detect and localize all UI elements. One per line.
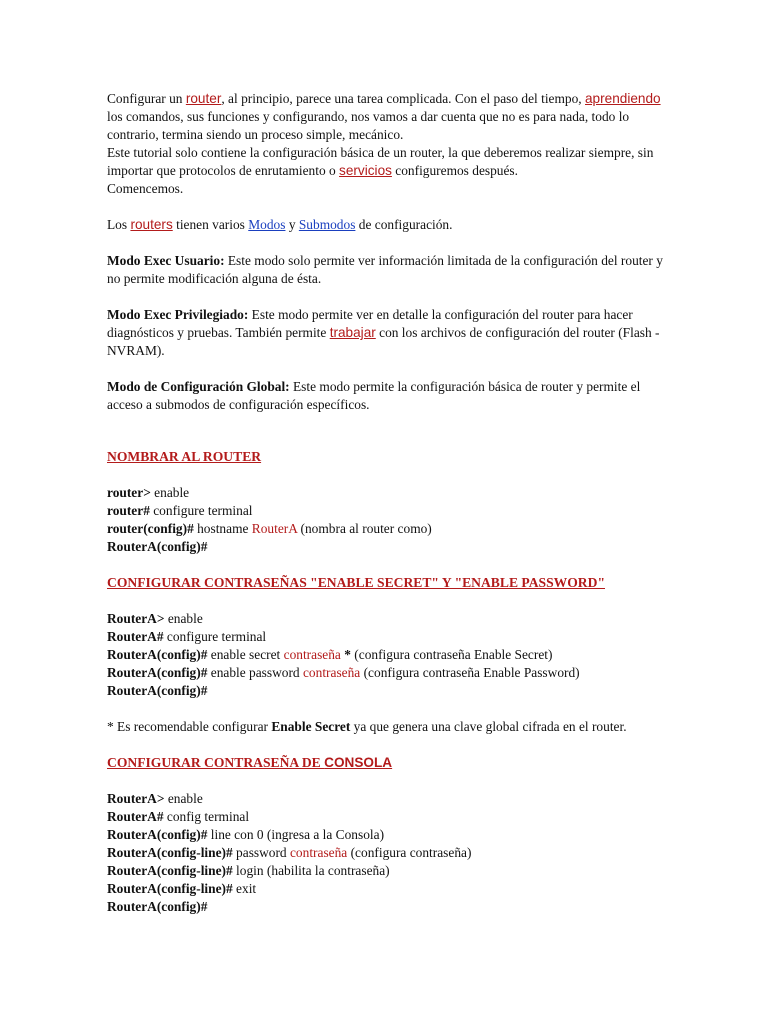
intro-text: Configurar un [107, 91, 186, 106]
cli-command: configure terminal [149, 503, 253, 518]
cli-command: enable [164, 791, 203, 806]
link-servicios[interactable]: servicios [339, 163, 392, 178]
link-trabajar[interactable]: trabajar [329, 325, 376, 340]
section-heading-consola [107, 754, 667, 772]
section-heading-nombrar: NOMBRAR AL ROUTER [107, 449, 262, 464]
section-heading-contrasenas: CONFIGURAR CONTRASEÑAS "ENABLE SECRET" Y "ENABLE PASSWORD" [107, 575, 605, 590]
cli-note: (nombra al router como) [297, 521, 432, 536]
cli-prompt: router> [107, 485, 151, 500]
cli-prompt: router(config)# [107, 521, 194, 536]
cli-prompt: RouterA(config)# [107, 539, 208, 554]
cli-note: (configura contraseña Enable Password) [360, 665, 580, 680]
modes-text: de configuración. [355, 217, 453, 232]
cli-argument: contraseña [283, 647, 341, 662]
cli-command: enable password [207, 665, 303, 680]
exec-priv-text: con los archivos de configuración del router (Flash - NVRAM). [107, 325, 660, 358]
cli-prompt: RouterA(config)# [107, 647, 208, 662]
exec-user-text: Este modo solo permite ver información limitada de la configuración del router y no permite modificación alguna de ésta. [107, 253, 663, 286]
cli-argument: contraseña [289, 845, 348, 860]
cli-command: password [232, 845, 290, 860]
cli-prompt: RouterA> [107, 611, 165, 626]
note-bold: Enable Secret [271, 719, 351, 734]
cli-prompt: router# [107, 503, 150, 518]
cli-command: enable secret [207, 647, 284, 662]
global-config-paragraph [107, 378, 667, 414]
cli-command: line con 0 (ingresa a la Consola) [207, 827, 385, 842]
cli-prompt: RouterA# [107, 809, 164, 824]
enable-secret-note [107, 718, 667, 736]
intro-text: los comandos, sus funciones y configurando, nos vamos a dar cuenta que no es para nada, todo lo contrario, termina siendo un proceso simple, mecánico. [107, 109, 630, 142]
exec-priv-text: Este modo permite ver en detalle la configuración del router para hacer diagnósticos y pruebas. También permite [107, 307, 633, 340]
exec-user-label: Modo Exec Usuario: [107, 253, 225, 268]
cli-command: configure terminal [163, 629, 267, 644]
cli-prompt: RouterA(config-line)# [107, 863, 233, 878]
intro-paragraph [107, 90, 667, 198]
command-block-contrasenas [107, 610, 667, 700]
cli-command: login (habilita la contraseña) [232, 863, 390, 878]
cli-prompt: RouterA> [107, 791, 165, 806]
link-submodos[interactable]: Submodos [298, 217, 356, 232]
heading-text-consola: CONSOLA [324, 755, 393, 770]
exec-priv-label: Modo Exec Privilegiado: [107, 307, 249, 322]
note-text: * Es recomendable configurar [107, 719, 272, 734]
intro-text: configuremos después. [391, 163, 518, 178]
cli-prompt: RouterA# [107, 629, 164, 644]
cli-prompt: RouterA(config-line)# [107, 845, 233, 860]
global-config-label: Modo de Configuración Global: [107, 379, 290, 394]
cli-command: enable [164, 611, 203, 626]
cli-command: config terminal [163, 809, 250, 824]
cli-prompt: RouterA(config)# [107, 899, 208, 914]
cli-note: (configura contraseña Enable Secret) [350, 647, 553, 662]
intro-text: Este tutorial solo contiene la configuración básica de un router, la que deberemos realizar siempre, sin importar que protocolos de enrutamiento o [107, 145, 654, 178]
intro-text: , al principio, parece una tarea complicada. Con el paso del tiempo, [221, 91, 585, 106]
modes-text: Los [107, 217, 131, 232]
footnote-marker: * [340, 647, 351, 662]
link-router[interactable]: router [185, 91, 222, 106]
global-config-text: Este modo permite la configuración básica de router y permite el acceso a submodos de configuración específicos. [107, 379, 641, 412]
intro-text: Comencemos. [107, 181, 184, 196]
cli-command: enable [150, 485, 190, 500]
link-routers[interactable]: routers [130, 217, 173, 232]
heading-text: CONFIGURAR CONTRASEÑA DE [107, 755, 325, 770]
cli-argument: contraseña [302, 665, 361, 680]
link-aprendiendo[interactable]: aprendiendo [585, 91, 661, 106]
exec-user-paragraph [107, 252, 667, 288]
command-block-nombrar [107, 484, 667, 556]
modes-paragraph [107, 216, 667, 234]
cli-prompt: RouterA(config-line)# [107, 881, 233, 896]
document-body [107, 90, 667, 916]
modes-text: y [285, 217, 299, 232]
note-text: ya que genera una clave global cifrada en el router. [350, 719, 627, 734]
cli-command: exit [232, 881, 257, 896]
modes-text: tienen varios [172, 217, 249, 232]
cli-argument: RouterA [251, 521, 298, 536]
cli-prompt: RouterA(config)# [107, 827, 208, 842]
exec-priv-paragraph [107, 306, 667, 360]
cli-command: hostname [193, 521, 252, 536]
link-modos[interactable]: Modos [248, 217, 286, 232]
cli-prompt: RouterA(config)# [107, 683, 208, 698]
command-block-consola [107, 790, 667, 916]
cli-prompt: RouterA(config)# [107, 665, 208, 680]
cli-note: (configura contraseña) [347, 845, 472, 860]
